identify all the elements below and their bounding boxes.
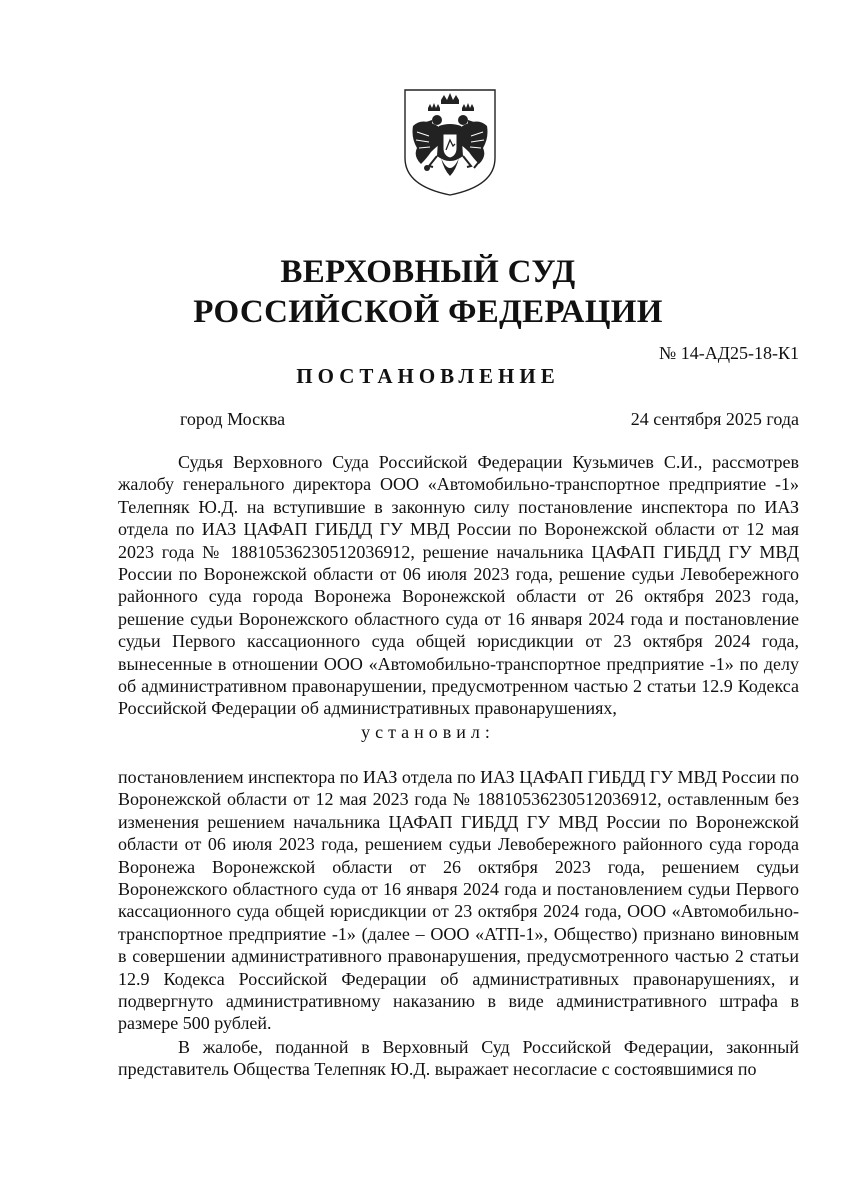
document-type-heading: ПОСТАНОВЛЕНИЕ	[296, 364, 560, 388]
established-heading: установил:	[361, 722, 495, 742]
paragraph-complaint: В жалобе, поданной в Верховный Суд Российской Федерации, законный представитель Общества Телепняк Ю.Д. выражает несогласие с состоявшимися по	[118, 1037, 799, 1080]
city: город Москва	[180, 409, 286, 429]
paragraph-findings: постановлением инспектора по ИАЗ отдела по ИАЗ ЦАФАП ГИБДД ГУ МВД России по Воронежской области от 12 мая 2023 года № 18810536230512036912, оставленным без изменения решением начальника ЦАФАП ГИБДД ГУ МВД России по Воронежской области от 06 июля 2023 года, решением судьи Левобережного районного суда города Воронежа Воронежской области от 26 октября 2023 года, решением судьи Воронежского областного суда от 16 января 2024 года и постановлением судьи Первого кассационного суда общей юрисдикции от 23 октября 2024 года, ООО «Автомобильно-транспортное предприятие -1» (далее – ООО «АТП-1», Общество) признано виновным в совершении административного правонарушения, предусмотренного частью 2 статьи 12.9 Кодекса Российской Федерации об административных правонарушениях, и подвергнуто административному наказанию в виде административного штрафа в размере 500 рублей.	[118, 767, 799, 1034]
court-title-line1: ВЕРХОВНЫЙ СУД	[280, 254, 576, 290]
russian-coat-of-arms-icon	[401, 86, 499, 198]
document-date: 24 сентября 2025 года	[630, 409, 799, 429]
case-number: № 14-АД25-18-К1	[659, 343, 799, 363]
court-title-line2: РОССИЙСКОЙ ФЕДЕРАЦИИ	[193, 294, 663, 330]
paragraph-intro: Судья Верховного Суда Российской Федерации Кузьмичев С.И., рассмотрев жалобу генерального директора ООО «Автомобильно-транспортное предприятие -1» Телепняк Ю.Д. на вступившие в законную силу постановление инспектора по ИАЗ отдела по ИАЗ ЦАФАП ГИБДД ГУ МВД России по Воронежской области от 12 мая 2023 года № 18810536230512036912, решение начальника ЦАФАП ГИБДД ГУ МВД России по Воронежской области от 06 июля 2023 года, решение судьи Левобережного районного суда города Воронежа Воронежской области от 26 октября 2023 года, решение судьи Воронежского областного суда от 16 января 2024 года и постановление судьи Первого кассационного суда общей юрисдикции от 23 октября 2024 года, вынесенные в отношении ООО «Автомобильно-транспортное предприятие -1» по делу об административном правонарушении, предусмотренном частью 2 статьи 12.9 Кодекса Российской Федерации об административных правонарушениях,	[118, 452, 799, 719]
